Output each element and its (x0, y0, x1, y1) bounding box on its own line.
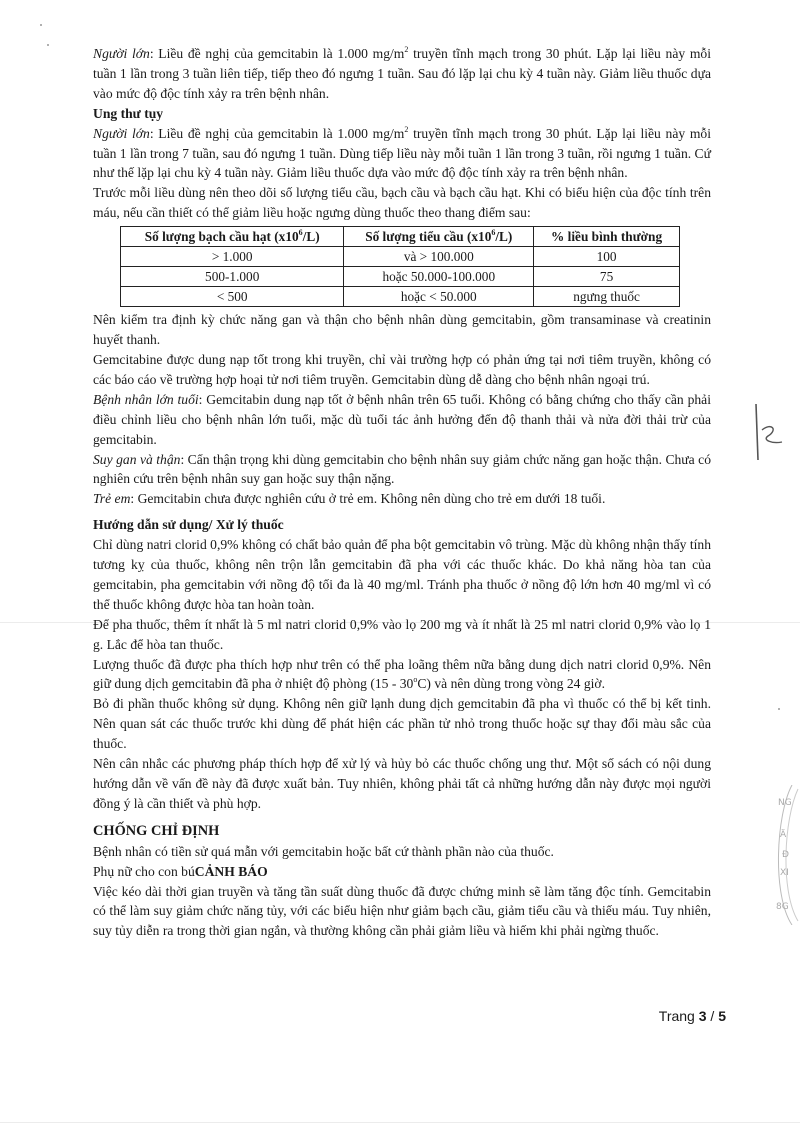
section-heading-contraindications: CHỐNG CHỈ ĐỊNH (93, 822, 220, 839)
table-row (121, 287, 680, 307)
handwritten-margin-mark (748, 400, 788, 470)
paragraph-label: Người lớn (93, 125, 150, 141)
table-header-cell: Số lượng bạch cầu hạt $(x10^6/L)$ (121, 227, 344, 247)
paragraph-reconstitution: Chỉ dùng natri clorid 0,9% không có chất bảo quản để pha bột gemcitabin vô trùng. Mặc dù không nhận thấy tính tương kỵ của thuốc, không nên trộn lẫn gemcitabin đã pha với các thuốc khác. Do khả năng hòa tan của gemcitabin, pha gemcitabin với nồng độ tối đa là 40 mg/ml. Tránh pha thuốc ở nồng độ lớn hơn 40 mg/ml vì có thể thuốc không được hòa tan hoàn toàn. (93, 537, 711, 612)
table-row (121, 267, 680, 287)
section-heading-pancreatic-cancer: Ung thư tụy (93, 105, 164, 121)
table-header-cell: % liều bình thường (534, 227, 680, 247)
paragraph-label: Người lớn (93, 46, 150, 61)
document-body (93, 44, 711, 941)
paragraph-adult-dose-2: Người lớn: Liều đề nghị của gemcitabin là 1.000 $mg/m^2$ truyền tĩnh mạch trong 30 phút. Lặp lại liều này mỗi tuần 1 lần trong 7 tuần, sau đó ngưng 1 tuần. Dùng tiếp liều này mỗi tuần 1 lần trong 3 tuần, rồi ngưng 1 tuần. Cứ như thế lặp lại chu kỳ 4 tuần này. Giảm liều thuốc dựa vào mức độ độc tính xảy ra trên bệnh nhân. (93, 124, 711, 181)
table-header-cell: Số lượng tiểu cầu $(x10^6/L)$ (344, 227, 534, 247)
paragraph-disposal: Bỏ đi phần thuốc không sử dụng. Không nên giữ lạnh dung dịch gemcitabin đã pha vì thuốc có thể bị kết tinh. Nên quan sát các thuốc trước khi dùng để phát hiện các phần tử nhỏ trong thuốc hoặc sự thay đổi màu sắc của thuốc. (93, 696, 711, 752)
table-cell: < 500 (121, 287, 344, 307)
paragraph-children: Trẻ em: Gemcitabin chưa được nghiên cứu ở trẻ em. Không nên dùng cho trẻ em dưới 18 tuổi. (93, 491, 606, 507)
section-heading-warnings: CẢNH BÁO (194, 863, 268, 879)
svg-text:NG: NG (778, 798, 792, 808)
table-row (121, 247, 680, 267)
table-cell: 100 (534, 247, 680, 267)
paragraph-hypersensitivity: Bệnh nhân có tiền sử quá mẫn với gemcitabin hoặc bất cứ thành phần nào của thuốc. (93, 843, 554, 859)
paragraph-cytotoxic-handling: Nên cân nhắc các phương pháp thích hợp để xử lý và hủy bỏ các thuốc chống ung thư. Một số sách có nội dung hướng dẫn về vấn đề này đã được xuất bản. Tuy nhiên, không phải tất cả những hướng dẫn này được mọi người đồng ý là cần thiết và phù hợp. (93, 756, 711, 811)
svg-text:Đ: Đ (782, 850, 789, 860)
table-cell: 500-1.000 (121, 267, 344, 287)
table-cell: ngưng thuốc (534, 287, 680, 307)
paragraph-label: Trẻ em (93, 491, 131, 507)
paragraph-elderly: Bệnh nhân lớn tuổi: Gemcitabin dung nạp tốt ở bệnh nhân trên 65 tuổi. Không có bằng chứng cho thấy cần phải điều chỉnh liều cho bệnh nhân lớn tuổi, mặc dù tuổi tác ảnh hưởng đến độ thanh thải và nửa đời thải trừ của gemcitabin. (93, 391, 711, 447)
paragraph-liver-kidney-check: Nên kiểm tra định kỳ chức năng gan và thận cho bệnh nhân dùng gemcitabin, gồm transaminase và creatinin huyết thanh. (93, 312, 711, 348)
table-cell: > 1.000 (121, 247, 344, 267)
paragraph-hepatic-renal: Suy gan và thận: Cẩn thận trọng khi dùng gemcitabin cho bệnh nhân suy giảm chức năng gan hoặc thận. Chưa có nghiên cứu trên bệnh nhân suy gan hoặc suy thận nặng. (93, 451, 712, 487)
stamp-fragment (762, 785, 800, 925)
scan-artifact-line (0, 1122, 800, 1123)
table-cell: hoặc 50.000-100.000 (344, 267, 534, 287)
dose-adjustment-table (120, 226, 680, 307)
scan-speck (778, 708, 780, 710)
paragraph-label: Bệnh nhân lớn tuổi (93, 391, 199, 407)
scan-speck (47, 44, 49, 46)
paragraph-label: Suy gan và thận (93, 451, 181, 467)
svg-text:Ä: Ä (780, 830, 787, 840)
paragraph-adult-dose-1: Người lớn: Liều đề nghị của gemcitabin là 1.000 $mg/m^2$ truyền tĩnh mạch trong 30 phút. Lặp lại liều này mỗi tuần 1 lần trong 3 tuần liên tiếp, tiếp theo đó ngưng 1 tuần. Sau đó lặp lại chu kỳ 4 tuần này. Giảm liều thuốc dựa vào mức độ độc tính xảy ra trên bệnh nhân. (93, 45, 711, 101)
table-cell: hoặc < 50.000 (344, 287, 534, 307)
svg-text:XI: XI (780, 868, 789, 878)
paragraph-dilution: Lượng thuốc đã được pha thích hợp như trên có thể pha loãng thêm nữa bằng dung dịch natri clorid 0,9%. Nên giữ dung dịch gemcitabin đã pha ở nhiệt độ phòng (15 - 30$^o$C) và nên dùng trong vòng 24 giờ. (93, 656, 711, 692)
table-header-row (121, 227, 680, 247)
paragraph-breastfeeding-warning: Phụ nữ cho con búCẢNH BÁO (93, 863, 268, 879)
paragraph-monitoring: Trước mỗi liều dùng nên theo dõi số lượng tiểu cầu, bạch cầu và bạch cầu hạt. Khi có biểu hiện của độc tính trên máu, nếu cần thiết có thể giảm liều hoặc ngưng dùng thuốc theo thang điểm sau: (93, 185, 711, 221)
paragraph-toxicity: Việc kéo dài thời gian truyền và tăng tần suất dùng thuốc đã được chứng minh sẽ làm tăng độc tính. Gemcitabin có thể làm suy giảm chức năng tủy, với các biểu hiện như giảm bạch cầu, giảm tiểu cầu và thiếu máu. Tuy nhiên, suy tủy diễn ra trong thời gian ngắn, và thường không cần phải giảm liều và hiếm khi phải ngừng thuốc. (93, 883, 711, 939)
table-cell: và > 100.000 (344, 247, 534, 267)
scan-speck (40, 24, 42, 26)
svg-text:8G: 8G (776, 902, 789, 912)
paragraph-preparation: Để pha thuốc, thêm ít nhất là 5 ml natri clorid 0,9% vào lọ 200 mg và ít nhất là 25 ml natri clorid 0,9% vào lọ 1 g. Lắc để hòa tan thuốc. (93, 616, 711, 652)
page-number: Trang 3 / 5 (658, 1008, 726, 1024)
table-cell: 75 (534, 267, 680, 287)
paragraph-tolerance: Gemcitabine được dung nạp tốt trong khi truyền, chỉ vài trường hợp có phản ứng tại nơi tiêm truyền, không có các báo cáo về trường hợp hoại tử nơi tiêm truyền. Gemcitabin dùng dễ dàng cho bệnh nhân ngoại trú. (93, 351, 711, 387)
section-heading-usage-handling: Hướng dẫn sử dụng/ Xử lý thuốc (93, 517, 284, 533)
